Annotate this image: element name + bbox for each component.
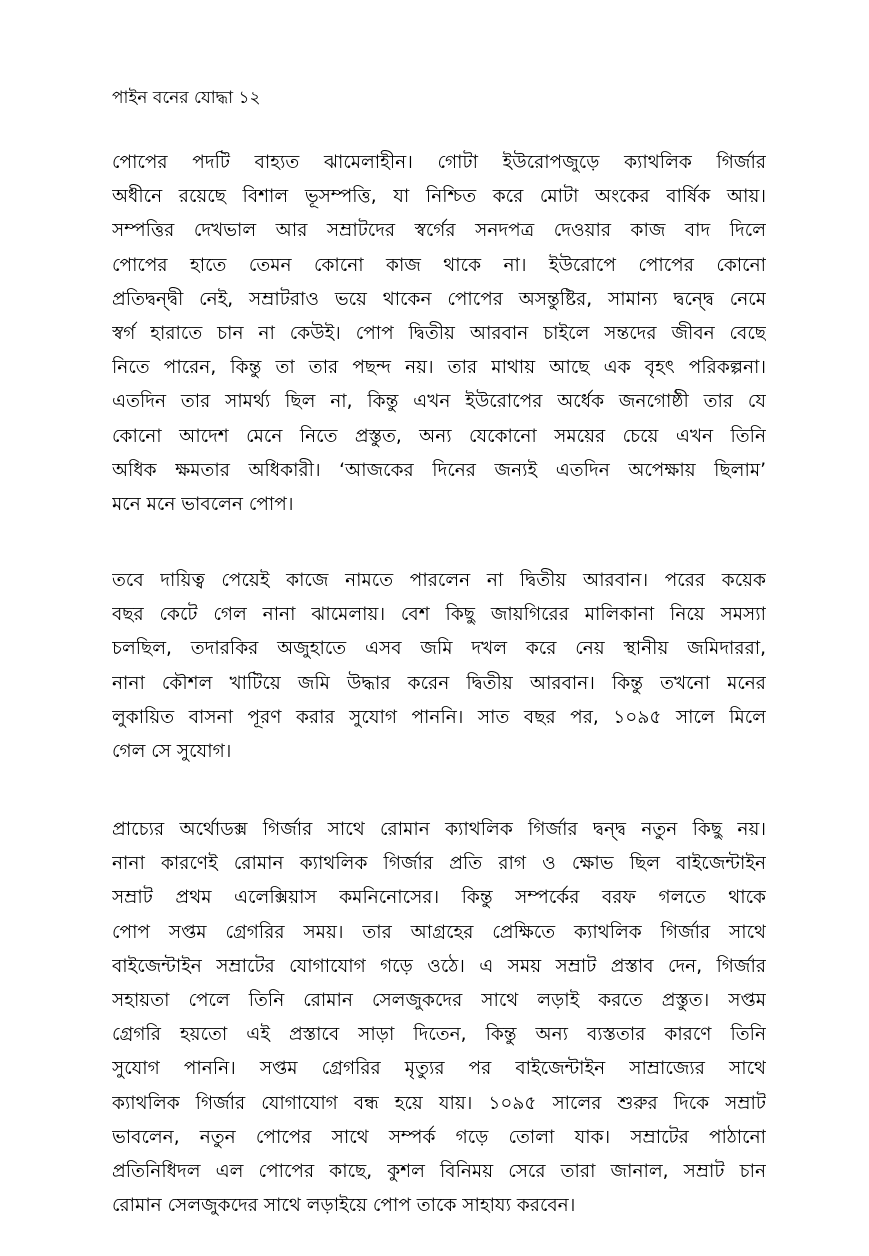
paragraph-line: গেল সে সুযোগ।	[112, 740, 232, 762]
paragraph-line: ভাবলেন, নতুন পোপের সাথে সম্পর্ক গড়ে তোলা যাক। সম্রাটের পাঠানো	[112, 1126, 766, 1148]
paragraph-line: নানা কারণেই রোমান ক্যাথলিক গির্জার প্রতি রাগ ও ক্ষোভ ছিল বাইজেন্টাইন	[112, 853, 766, 875]
paragraph-1	[112, 146, 766, 522]
paragraph-line: চলছিল, তদারকির অজুহাতে এসব জমি দখল করে নেয় স্থানীয় জমিদাররা,	[112, 638, 766, 660]
paragraph-line: বাইজেন্টাইন সম্রাটের যোগাযোগ গড়ে ওঠে। এ সময় সম্রাট প্রস্তাব দেন, গির্জার	[112, 955, 766, 977]
paragraph-line: সম্পত্তির দেখভাল আর সম্রাটদের স্বর্গের সনদপত্র দেওয়ার কাজ বাদ দিলে	[112, 220, 766, 242]
paragraph-line: পোপের পদটি বাহ্যত ঝামেলাহীন। গোটা ইউরোপজুড়ে ক্যাথলিক গির্জার	[112, 152, 766, 173]
paragraph-2	[112, 564, 766, 769]
paragraph-line: প্রাচ্যের অর্থোডক্স গির্জার সাথে রোমান ক্যাথলিক গির্জার দ্বন্দ্ব নতুন কিছু নয়।	[112, 819, 766, 840]
paragraph-line: ক্যাথলিক গির্জার যোগাযোগ বন্ধ হয়ে যায়। ১০৯৫ সালের শুরুর দিকে সম্রাট	[112, 1092, 766, 1114]
paragraph-line: সুযোগ পাননি। সপ্তম গ্রেগরির মৃত্যুর পর বাইজেন্টাইন সাম্রাজ্যের সাথে	[112, 1058, 766, 1080]
paragraph-line: অধীনে রয়েছে বিশাল ভূসম্পত্তি, যা নিশ্চিত করে মোটা অংকের বার্ষিক আয়।	[112, 186, 766, 208]
paragraph-line: স্বর্গ হারাতে চান না কেউই। পোপ দ্বিতীয় আরবান চাইলে সন্তদের জীবন বেছে	[112, 322, 766, 344]
paragraph-line: বছর কেটে গেল নানা ঝামেলায়। বেশ কিছু জায়গিরের মালিকানা নিয়ে সমস্যা	[112, 604, 766, 626]
paragraph-line: তবে দায়িত্ব পেয়েই কাজে নামতে পারলেন না দ্বিতীয় আরবান। পরের কয়েক	[112, 570, 766, 591]
paragraph-line: পোপ সপ্তম গ্রেগরির সময়। তার আগ্রহের প্রেক্ষিতে ক্যাথলিক গির্জার সাথে	[112, 921, 766, 943]
paragraph-line: নিতে পারেন, কিন্তু তা তার পছন্দ নয়। তার মাথায় আছে এক বৃহৎ পরিকল্পনা।	[112, 357, 766, 379]
paragraph-line: নানা কৌশল খাটিয়ে জমি উদ্ধার করেন দ্বিতীয় আরবান। কিন্তু তখনো মনের	[112, 672, 766, 694]
paragraph-line: গ্রেগরি হয়তো এই প্রস্তাবে সাড়া দিতেন, কিন্তু অন্য ব্যস্ততার কারণে তিনি	[112, 1024, 766, 1046]
paragraph-line: প্রতিনিধিদল এল পোপের কাছে, কুশল বিনিময় সেরে তারা জানাল, সম্রাট চান	[112, 1160, 766, 1182]
paragraph-line: সহায়তা পেলে তিনি রোমান সেলজুকদের সাথে লড়াই করতে প্রস্তুত। সপ্তম	[112, 989, 766, 1011]
paragraph-line: লুকায়িত বাসনা পূরণ করার সুযোগ পাননি। সাত বছর পর, ১০৯৫ সালে মিলে	[112, 706, 766, 728]
running-head: পাইন বনের যোদ্ধা ১২	[112, 88, 261, 108]
paragraph-3	[112, 813, 766, 1223]
paragraph-line: মনে মনে ভাবলেন পোপ।	[112, 493, 294, 515]
paragraph-line: কোনো আদেশ মেনে নিতে প্রস্তুত, অন্য যেকোনো সময়ের চেয়ে এখন তিনি	[112, 425, 766, 447]
paragraph-line: এতদিন তার সামর্থ্য ছিল না, কিন্তু এখন ইউরোপের অর্ধেক জনগোষ্ঠী তার যে	[112, 391, 766, 413]
paragraph-line: সম্রাট প্রথম এলেক্সিয়াস কমনিনোসের। কিন্তু সম্পর্কের বরফ গলতে থাকে	[112, 887, 766, 909]
paragraph-line: রোমান সেলজুকদের সাথে লড়াইয়ে পোপ তাকে সাহায্য করবেন।	[112, 1195, 576, 1217]
paragraph-line: পোপের হাতে তেমন কোনো কাজ থাকে না। ইউরোপে পোপের কোনো	[112, 254, 766, 276]
paragraph-line: অধিক ক্ষমতার অধিকারী। ‘আজকের দিনের জন্যই এতদিন অপেক্ষায় ছিলাম’	[112, 459, 766, 481]
paragraph-line: প্রতিদ্বন্দ্বী নেই, সম্রাটরাও ভয়ে থাকেন পোপের অসন্তুষ্টির, সামান্য দ্বন্দ্বে নেমে	[112, 288, 766, 310]
